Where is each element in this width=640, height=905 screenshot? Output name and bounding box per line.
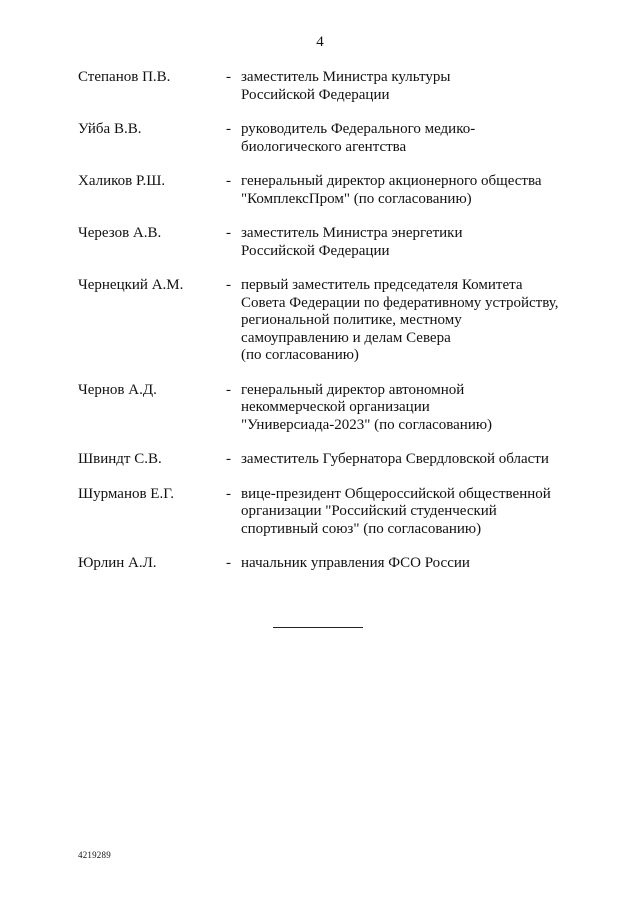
- position-line: руководитель Федерального медико-: [241, 121, 476, 137]
- member-position: [241, 382, 578, 435]
- member-entry: [78, 121, 578, 156]
- member-dash: -: [226, 69, 231, 85]
- member-entry: [78, 451, 578, 469]
- position-line: заместитель Министра энергетики: [241, 225, 463, 241]
- position-line: первый заместитель председателя Комитета: [241, 277, 523, 293]
- member-list: [78, 69, 578, 590]
- member-position: [241, 486, 578, 539]
- member-entry: [78, 486, 578, 539]
- member-dash: -: [226, 121, 231, 137]
- position-line: спортивный союз" (по согласованию): [241, 520, 482, 537]
- position-line: региональной политике, местному: [241, 312, 462, 328]
- position-line: некоммерческой организации: [241, 399, 430, 415]
- member-name: Степанов П.В.: [78, 69, 171, 85]
- position-line: генеральный директор акционерного общества: [241, 173, 542, 189]
- member-entry: [78, 173, 578, 208]
- position-line: "КомплексПром" (по согласованию): [241, 190, 472, 207]
- member-name: Чернецкий А.М.: [78, 277, 184, 293]
- member-name: Чернов А.Д.: [78, 381, 157, 398]
- position-line: Совета Федерации по федеративному устройству,: [241, 294, 559, 311]
- member-name: Халиков Р.Ш.: [78, 173, 166, 189]
- position-line: организации "Российский студенческий: [241, 503, 497, 519]
- position-line: вице-президент Общероссийской общественной: [241, 485, 551, 502]
- member-dash: -: [226, 555, 231, 571]
- document-code: 4219289: [78, 850, 111, 860]
- position-line: самоуправлению и делам Севера: [241, 329, 451, 346]
- member-name: Швиндт С.В.: [78, 451, 162, 467]
- member-dash: -: [226, 451, 231, 467]
- member-dash: -: [226, 381, 231, 398]
- member-dash: -: [226, 277, 231, 293]
- member-position: [241, 121, 578, 156]
- position-line: Российской Федерации: [241, 86, 390, 103]
- position-line: Российской Федерации: [241, 242, 390, 259]
- member-position: [241, 555, 578, 573]
- member-position: [241, 173, 578, 208]
- member-position: [241, 69, 578, 104]
- position-line: биологического агентства: [241, 138, 407, 155]
- page-number: 4: [316, 34, 324, 50]
- end-separator-line: [273, 627, 363, 628]
- position-line: "Универсиада-2023" (по согласованию): [241, 416, 493, 433]
- position-line: (по согласованию): [241, 347, 359, 363]
- member-position: [241, 225, 578, 260]
- member-position: [241, 277, 578, 365]
- member-dash: -: [226, 225, 231, 241]
- member-name: Шурманов Е.Г.: [78, 485, 174, 502]
- member-dash: -: [226, 485, 231, 502]
- member-entry: [78, 382, 578, 435]
- position-line: заместитель Министра культуры: [241, 69, 451, 85]
- member-dash: -: [226, 173, 231, 189]
- member-entry: [78, 69, 578, 104]
- position-line: генеральный директор автономной: [241, 381, 465, 398]
- member-name: Черезов А.В.: [78, 225, 162, 241]
- member-entry: [78, 277, 578, 365]
- position-line: начальник управления ФСО России: [241, 555, 470, 571]
- member-entry: [78, 555, 578, 573]
- member-name: Юрлин А.Л.: [78, 555, 157, 571]
- member-position: [241, 451, 578, 469]
- position-line: заместитель Губернатора Свердловской области: [241, 451, 549, 467]
- member-name: Уйба В.В.: [78, 121, 142, 137]
- member-entry: [78, 225, 578, 260]
